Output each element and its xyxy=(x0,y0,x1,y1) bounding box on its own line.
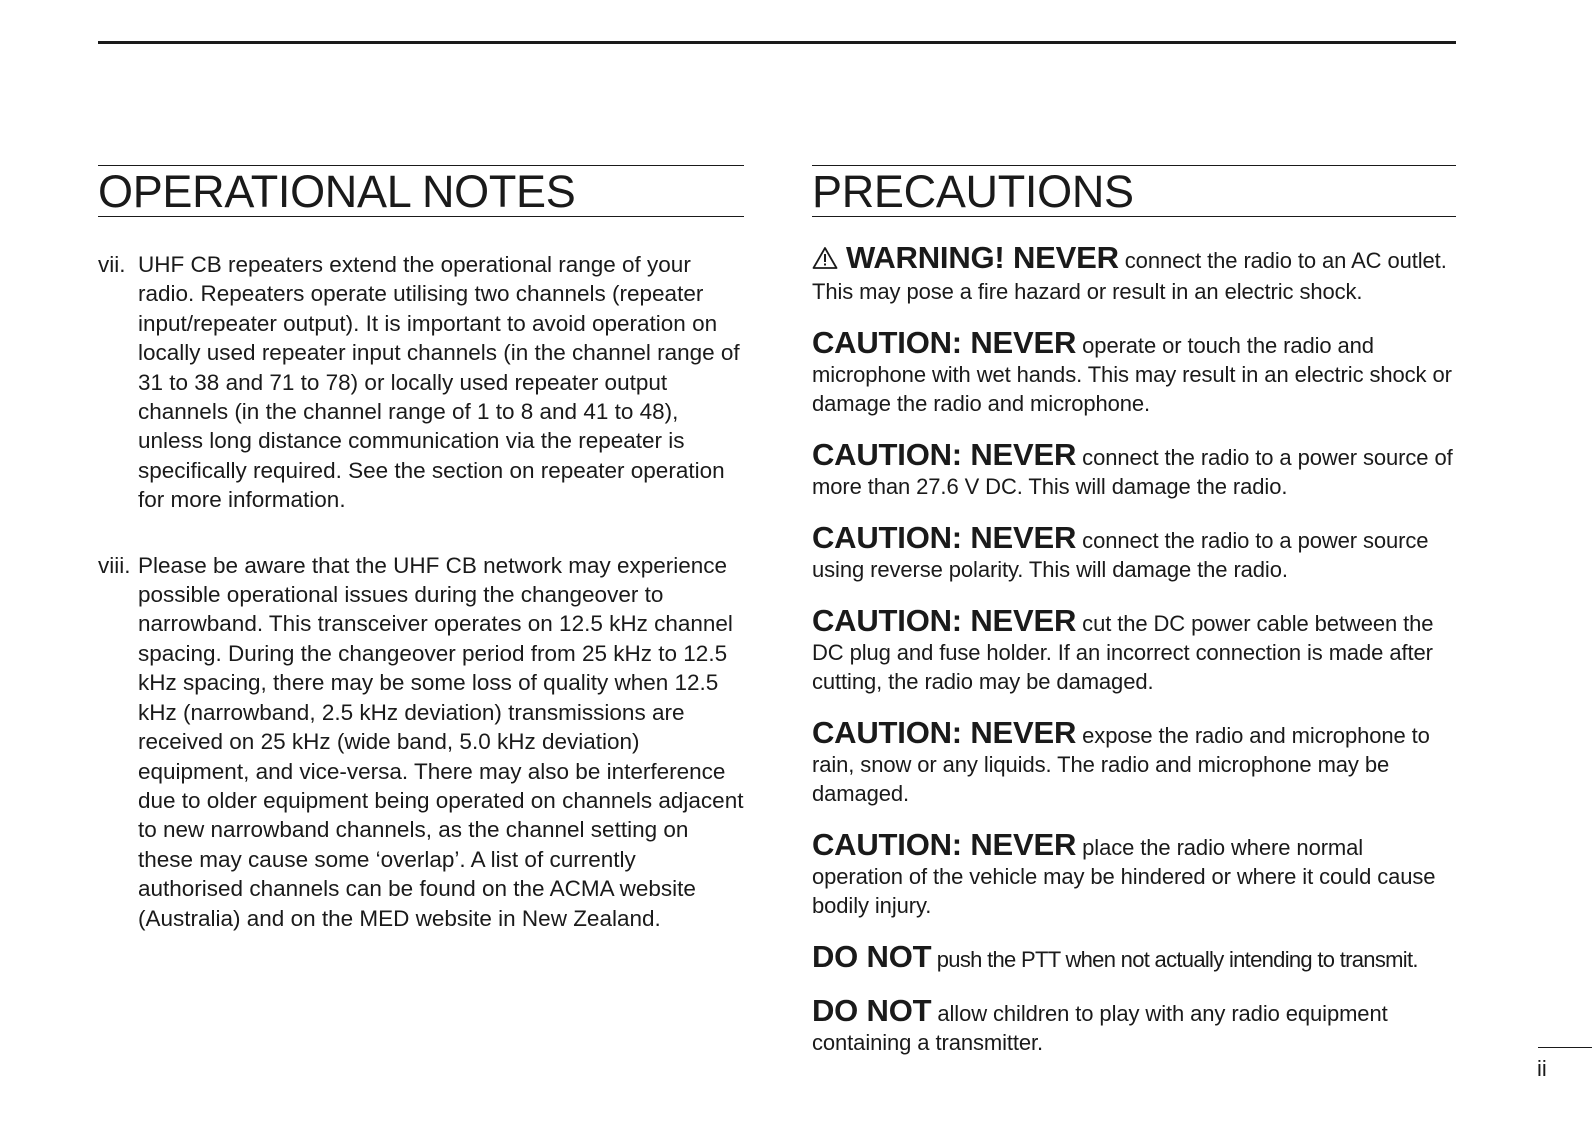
precaution-lead: CAUTION: NEVER xyxy=(812,520,1077,555)
precaution-item xyxy=(812,715,1456,808)
precaution-item xyxy=(812,603,1456,696)
precaution-text: cut the DC power cable between the DC plug and fuse holder. If an incorrect connection is made after cutting, the radio may be damaged. xyxy=(812,611,1434,694)
precaution-text: connect the radio to an AC outlet. This may pose a fire hazard or result in an electric shock. xyxy=(812,248,1447,304)
operational-notes-list xyxy=(98,250,744,933)
precaution-lead: CAUTION: NEVER xyxy=(812,603,1077,638)
precaution-text: push the PTT when not actually intending to transmit. xyxy=(931,947,1418,972)
precaution-item xyxy=(812,325,1456,418)
precaution-text: allow children to play with any radio equipment containing a transmitter. xyxy=(812,1001,1388,1055)
operational-notes-heading: OPERATIONAL NOTES xyxy=(98,165,744,217)
note-item xyxy=(98,551,744,933)
precaution-text: expose the radio and microphone to rain, snow or any liquids. The radio and microphone may be damaged. xyxy=(812,723,1430,806)
precaution-item xyxy=(812,827,1456,920)
precaution-text: place the radio where normal operation of the vehicle may be hindered or where it could cause bodily injury. xyxy=(812,835,1436,918)
precaution-lead: CAUTION: NEVER xyxy=(812,437,1077,472)
precaution-text: operate or touch the radio and microphone with wet hands. This may result in an electric shock or damage the radio and microphone. xyxy=(812,333,1452,416)
precaution-lead: CAUTION: NEVER xyxy=(812,715,1077,750)
page-number: ii xyxy=(1537,1056,1547,1081)
note-number: vii. xyxy=(98,252,126,277)
note-text: Please be aware that the UHF CB network may experience possible operational issues during the changeover to narrowband. This transceiver operates on 12.5 kHz channel spacing. During the changeover period from 25 kHz to 12.5 kHz spacing, there may be some loss of quality when 12.5 kHz (narrowband, 2.5 kHz deviation) transmissions are received on 25 kHz (wide band, 5.0 kHz deviation) equipment, and vice-versa. There may also be interference due to older equipment being operated on channels adjacent to new narrowband channels, as the channel setting on these may cause some ‘overlap’. A list of currently authorised channels can be found on the ACMA website (Australia) and on the MED website in New Zealand. xyxy=(138,552,744,931)
precaution-lead: WARNING! NEVER xyxy=(846,240,1119,275)
precaution-item xyxy=(812,993,1456,1057)
precaution-item xyxy=(812,939,1456,974)
precaution-lead: CAUTION: NEVER xyxy=(812,827,1077,862)
precaution-item xyxy=(812,437,1456,501)
precautions-section xyxy=(812,165,1456,1064)
precaution-lead: DO NOT xyxy=(812,939,932,974)
precaution-item xyxy=(812,520,1456,584)
note-item xyxy=(98,250,744,515)
precautions-heading: PRECAUTIONS xyxy=(812,165,1456,217)
precaution-text: connect the radio to a power source of more than 27.6 V DC. This will damage the radio. xyxy=(812,445,1453,499)
note-text: UHF CB repeaters extend the operational range of your radio. Repeaters operate utilising two channels (repeater input/repeater output). It is important to avoid operation on locally used repeater input channels (in the channel range of 31 to 38 and 71 to 78) or locally used repeater output channels (in the channel range of 1 to 8 and 41 to 48), unless long distance communication via the repeater is specifically required. See the section on repeater operation for more information. xyxy=(138,252,740,513)
page-number-rule xyxy=(1538,1047,1592,1048)
note-number: viii. xyxy=(98,552,131,578)
warning-triangle-icon xyxy=(812,246,838,277)
precaution-lead: CAUTION: NEVER xyxy=(812,325,1077,360)
precaution-text: connect the radio to a power source using reverse polarity. This will damage the radio. xyxy=(812,528,1429,582)
precaution-item xyxy=(812,240,1456,306)
precaution-lead: DO NOT xyxy=(812,993,932,1028)
precautions-list xyxy=(812,240,1456,1057)
top-rule xyxy=(98,41,1456,44)
operational-notes-section xyxy=(98,165,744,933)
